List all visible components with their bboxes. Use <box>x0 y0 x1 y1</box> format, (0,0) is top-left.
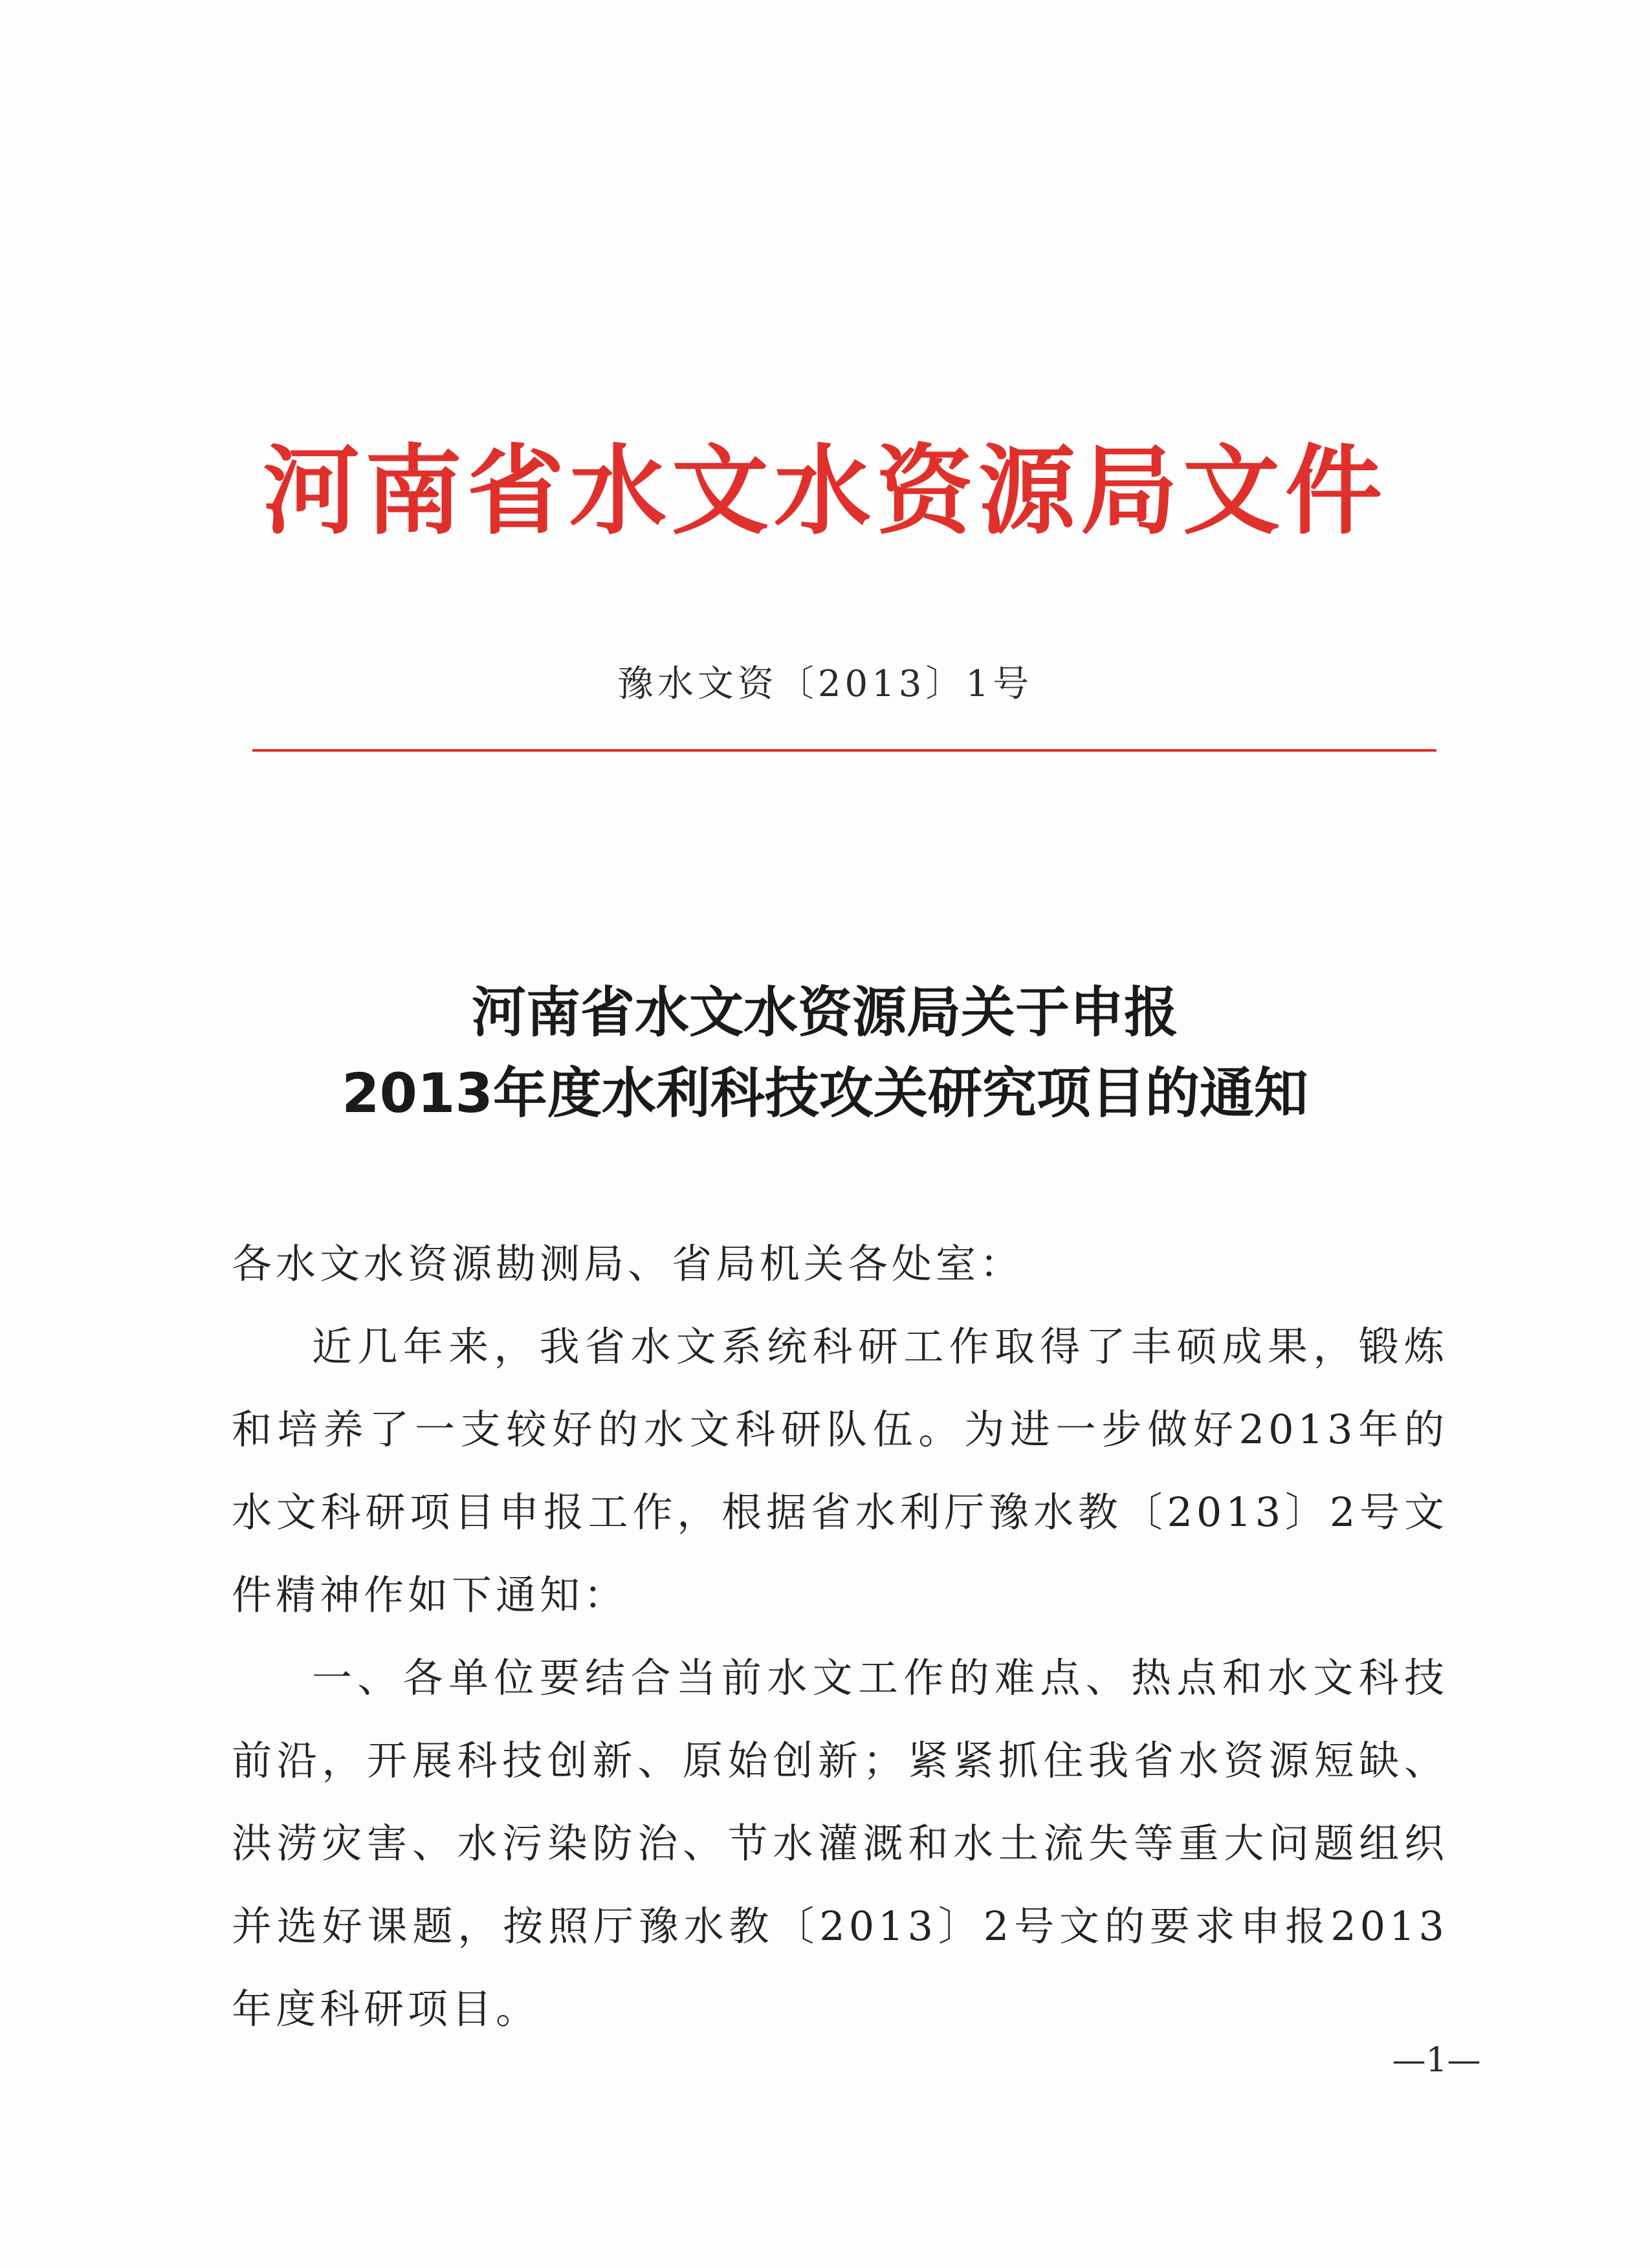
notice-title-line-2: 2013年度水利科技攻关研究项目的通知 <box>342 1062 1308 1125</box>
body-paragraph-2: 一、各单位要结合当前水文工作的难点、热点和水文科技前沿，开展科技创新、原始创新；紧紧抓住我省水资源短缺、洪涝灾害、水污染防治、节水灌溉和水土流失等重大问题组织并选好课题，按照厅豫水教〔2013〕2号文的要求申报2013年度科研项目。 <box>232 1654 1448 2033</box>
notice-title-line-1: 河南省水文水资源局关于申报 <box>471 981 1178 1044</box>
salutation: 各水文水资源勘测局、省局机关各处室： <box>232 1240 1024 1287</box>
red-divider-line <box>252 749 1436 752</box>
issuing-authority-header: 河南省水文水资源局文件 <box>262 435 1387 548</box>
body-paragraph-1: 近几年来，我省水文系统科研工作取得了丰硕成果，锻炼和培养了一支较好的水文科研队伍。为进一步做好2013年的水文科研项目申报工作，根据省水利厅豫水教〔2013〕2号文件精神作如下通知： <box>232 1323 1448 1619</box>
document-number: 豫水文资〔2013〕1号 <box>617 663 1033 705</box>
page-number: —1— <box>1392 2041 1481 2080</box>
